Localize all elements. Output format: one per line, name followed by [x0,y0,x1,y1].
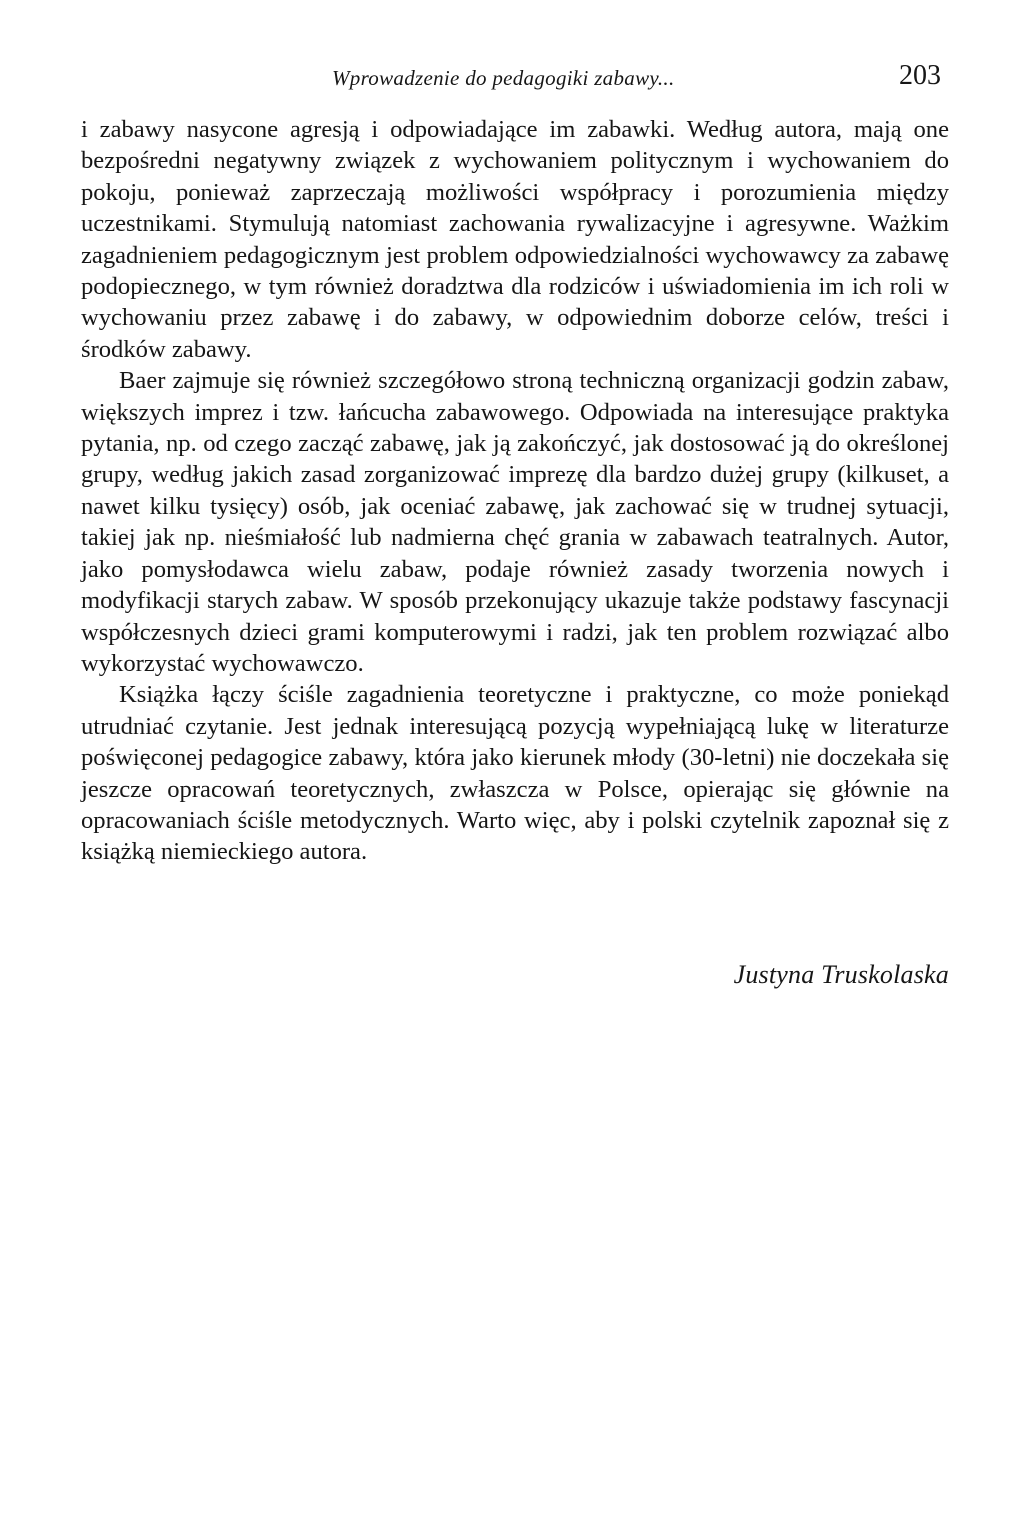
paragraph: i zabawy nasycone agresją i odpowiadające im zabawki. Według autora, mają one bezpośredni negatywny związek z wychowaniem politycznym i wychowaniem do pokoju, ponieważ zaprzeczają możliwości współpracy i porozumienia między uczestnikami. Stymulują natomiast zachowania rywalizacyjne i agresywne. Ważkim zagadnieniem pedagogicznym jest problem odpowiedzialności wychowawcy za zabawę podopiecznego, w tym również doradztwa dla rodziców i uświadomienia im ich roli w wychowaniu przez zabawę i do zabawy, w odpowiednim doborze celów, treści i środków zabawy. [81,116,949,363]
running-title: Wprowadzenie do pedagogiki zabawy... [332,66,675,90]
paragraph: Książka łączy ściśle zagadnienia teoretyczne i praktyczne, co może poniekąd utrudniać czytanie. Jest jednak interesującą pozycją wypełniającą lukę w literaturze poświęconej pedagogice zabawy, która jako kierunek młody (30-letni) nie doczekała się jeszcze opracowań teoretycznych, zwłaszcza w Polsce, opierając się głównie na opracowaniach ściśle metodycznych. Warto więc, aby i polski czytelnik zapoznał się z książką niemieckiego autora. [81,681,949,866]
body-text [81,114,949,868]
author-signature: Justyna Truskolaska [733,960,949,989]
paragraph: Baer zajmuje się również szczegółowo stroną techniczną organizacji godzin zabaw, większych imprez i tzw. łańcucha zabawowego. Odpowiada na interesujące praktyka pytania, np. od czego zacząć zabawę, jak ją zakończyć, jak dostosować ją do określonej grupy, według jakich zasad zorganizować imprezę dla bardzo dużej grupy (kilkuset, a nawet kilku tysięcy) osób, jak oceniać zabawę, jak zachować się w trudnej sytuacji, takiej jak np. nieśmiałość lub nadmierna chęć grania w zabawach teatralnych. Autor, jako pomysłodawca wielu zabaw, podaje również zasady tworzenia nowych i modyfikacji starych zabaw. W sposób przekonujący ukazuje także podstawy fascynacji współczesnych dzieci grami komputerowymi i radzi, jak ten problem rozwiązać albo wykorzystać wychowawczo. [81,367,949,677]
page-number: 203 [899,60,941,91]
